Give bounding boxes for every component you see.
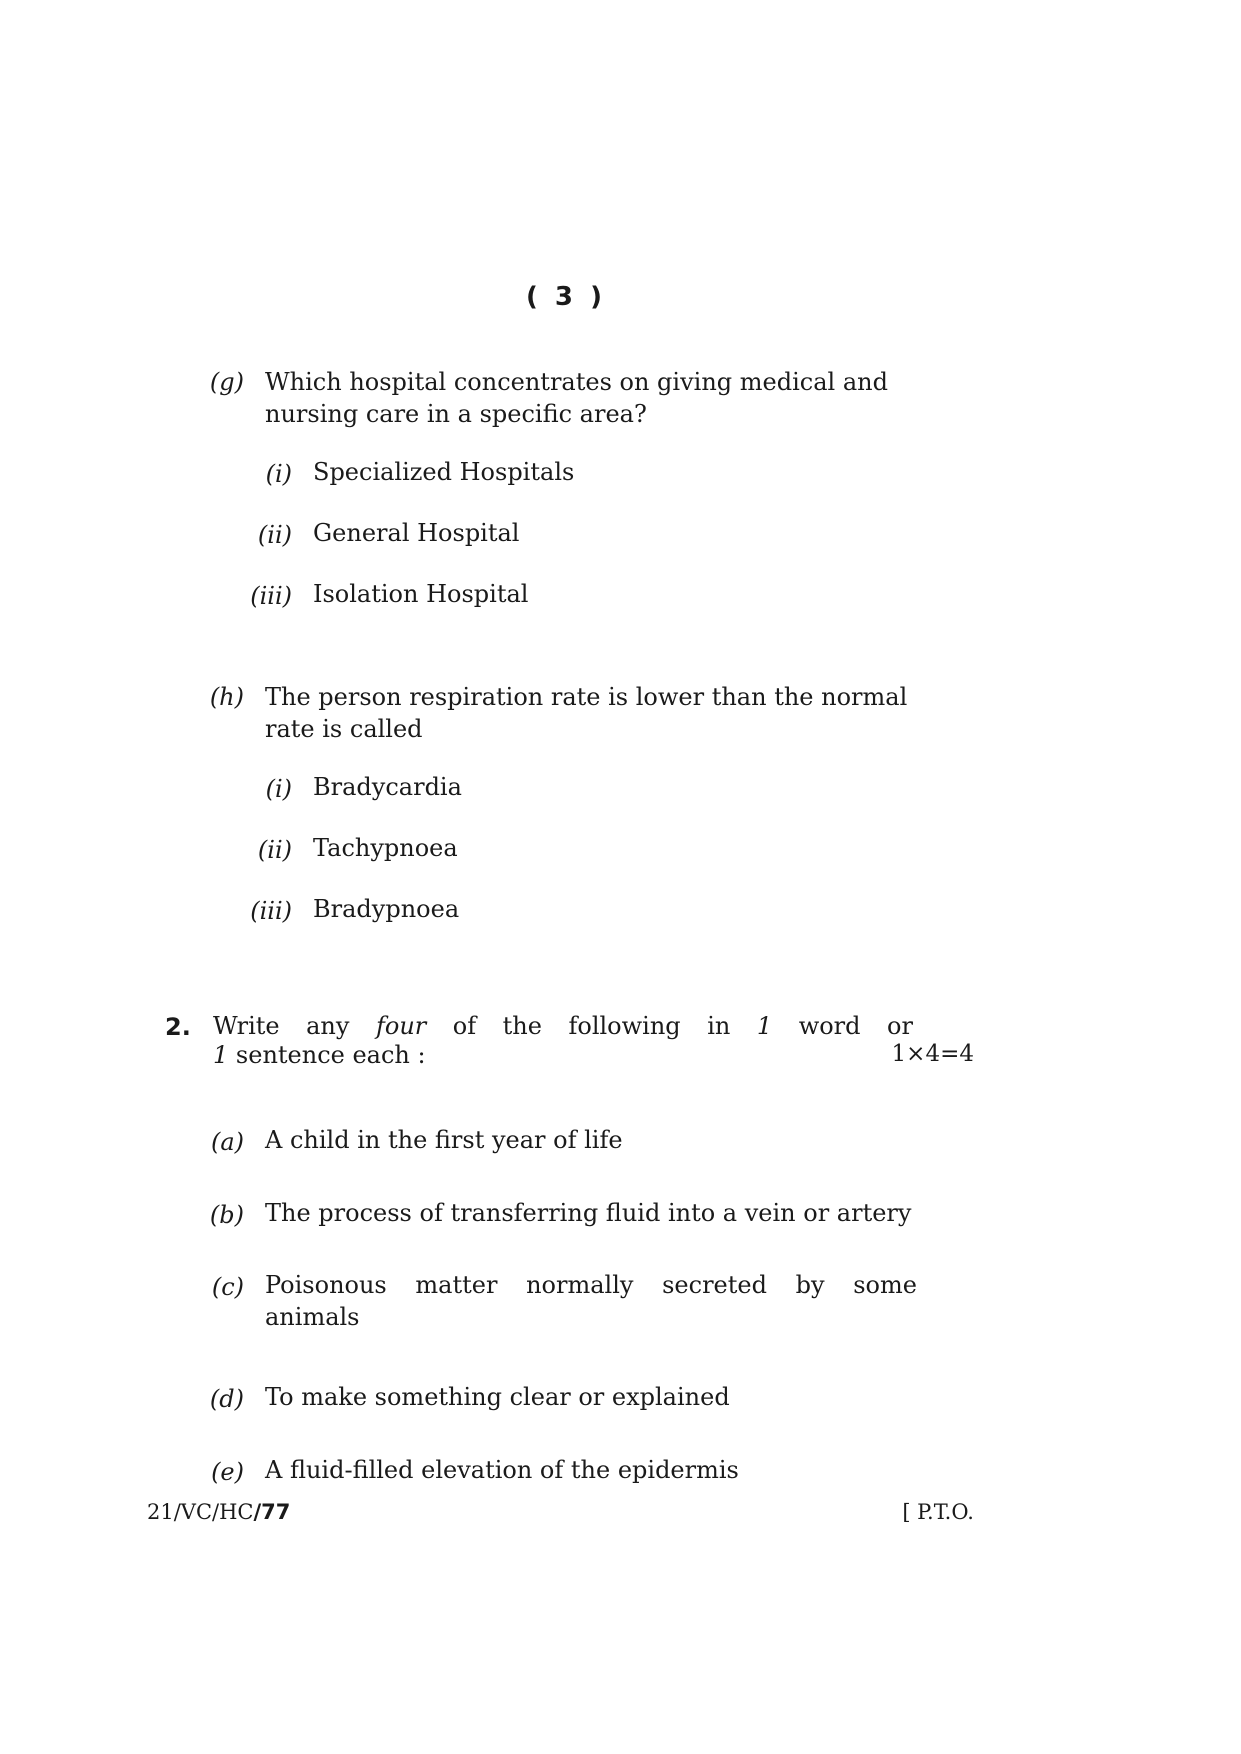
q2-instruction-line1 (213, 1012, 913, 1040)
instruction-word: 1 (756, 1012, 773, 1040)
option-label: (iii) (250, 897, 292, 925)
option-text: Isolation Hospital (313, 580, 529, 608)
q2-instruction-line2 (213, 1041, 426, 1069)
question-g-line1: Which hospital concentrates on giving medical and (265, 368, 888, 396)
item-label-a: (a) (210, 1128, 244, 1156)
question-g-line2: nursing care in a specific area? (265, 400, 647, 428)
instruction-word: in (707, 1012, 731, 1040)
instruction-word: the (502, 1012, 542, 1040)
paper-code-suffix: /77 (253, 1500, 291, 1524)
item-label-c: (c) (211, 1273, 244, 1301)
item-label-e: (e) (211, 1458, 244, 1486)
instruction-word: any (306, 1012, 350, 1040)
question-h-line2: rate is called (265, 715, 423, 743)
option-label: (i) (265, 460, 292, 488)
instruction-word: of (452, 1012, 477, 1040)
instruction-word: word (798, 1012, 861, 1040)
item-c-word: matter (415, 1271, 498, 1299)
paper-code (147, 1500, 290, 1524)
instruction-number: 1 (213, 1041, 229, 1069)
item-c-word: secreted (662, 1271, 767, 1299)
item-e-text: A fluid-filled elevation of the epidermis (265, 1456, 739, 1484)
marks-allocation: 1×4=4 (891, 1041, 974, 1067)
option-text: Specialized Hospitals (313, 458, 575, 486)
instruction-text: sentence each : (235, 1041, 426, 1069)
instruction-word: or (887, 1012, 913, 1040)
item-label-b: (b) (209, 1201, 244, 1229)
item-d-text: To make something clear or explained (265, 1383, 730, 1411)
question-number-2: 2. (165, 1013, 191, 1041)
option-label: (ii) (257, 836, 292, 864)
item-c-word: by (795, 1271, 825, 1299)
option-label: (iii) (250, 582, 292, 610)
please-turn-over: [ P.T.O. (902, 1500, 974, 1524)
instruction-word: four (375, 1012, 427, 1040)
item-b-text: The process of transferring fluid into a vein or artery (265, 1199, 912, 1227)
item-c-line2: animals (265, 1303, 360, 1331)
option-text: Tachypnoea (313, 834, 458, 862)
question-label-g: (g) (209, 368, 244, 396)
instruction-word: following (568, 1012, 681, 1040)
item-a-text: A child in the first year of life (265, 1126, 623, 1154)
question-label-h: (h) (209, 683, 244, 711)
option-text: Bradypnoea (313, 895, 460, 923)
option-label: (ii) (257, 521, 292, 549)
option-label: (i) (265, 775, 292, 803)
item-c-word: Poisonous (265, 1271, 387, 1299)
question-h-line1: The person respiration rate is lower than the normal (265, 683, 908, 711)
paper-code-prefix: 21/VC/HC (147, 1500, 254, 1524)
instruction-word: Write (213, 1012, 280, 1040)
item-c-word: some (853, 1271, 917, 1299)
option-text: General Hospital (313, 519, 520, 547)
option-text: Bradycardia (313, 773, 462, 801)
page-number: ( 3 ) (526, 282, 606, 312)
item-label-d: (d) (209, 1385, 244, 1413)
item-c-line1 (265, 1271, 917, 1299)
item-c-word: normally (526, 1271, 634, 1299)
